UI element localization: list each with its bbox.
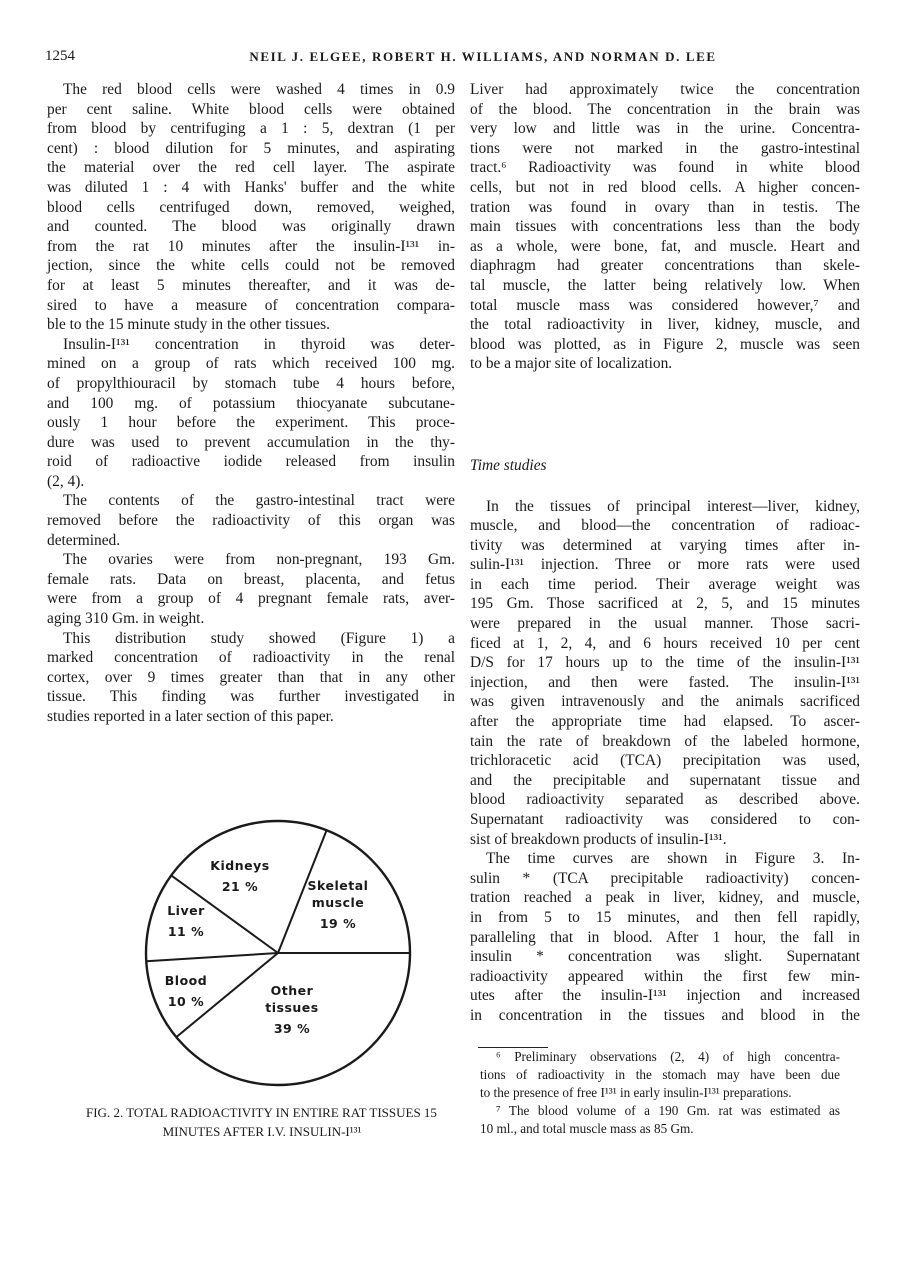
text-line: (2, 4). bbox=[47, 472, 85, 490]
text-line: ously 1 hour before the experiment. This proce- bbox=[47, 414, 455, 432]
text-line: in concentration in the tissues and blood in the bbox=[470, 1006, 860, 1024]
text-line: tration was found in ovary than in testis. The bbox=[470, 198, 860, 216]
text-line: The ovaries were from non-pregnant, 193 Gm. bbox=[63, 551, 455, 569]
text-line: marked concentration of radioactivity in the renal bbox=[47, 649, 455, 667]
text-line: after the appropriate time had elapsed. To ascer- bbox=[470, 713, 860, 731]
text-line: ble to the 15 minute study in the other tissues. bbox=[47, 316, 330, 334]
text-line: cortex, over 9 times greater than that in any other bbox=[47, 668, 455, 686]
text-line: 10 ml., and total muscle mass as 85 Gm. bbox=[480, 1121, 694, 1136]
pie-slice-label bbox=[242, 982, 342, 1037]
text-line: ⁶ Preliminary observations (2, 4) of high concentra- bbox=[496, 1049, 840, 1064]
text-line: This distribution study showed (Figure 1) a bbox=[63, 629, 455, 647]
text-line: Liver had approximately twice the concentration bbox=[470, 81, 860, 98]
text-line: The contents of the gastro-intestinal tract were bbox=[63, 492, 455, 510]
figure-caption bbox=[86, 1103, 438, 1141]
pie-value-label: 21 % bbox=[221, 879, 259, 894]
caption-line-1: FIG. 2. TOTAL RADIOACTIVITY IN ENTIRE RAT TISSUES 15 bbox=[86, 1105, 437, 1120]
pie-label-text: muscle bbox=[311, 895, 365, 910]
text-line: radioactivity appeared within the first few min- bbox=[470, 967, 860, 985]
pie-label-text: Blood bbox=[164, 973, 208, 988]
text-line: were from a group of 4 pregnant female rats, aver- bbox=[47, 590, 455, 608]
text-line: the total radioactivity in liver, kidney, muscle, and bbox=[470, 316, 860, 334]
text-line: insulin * concentration was slight. Supernatant bbox=[470, 948, 860, 966]
text-line: and 100 mg. of potassium thiocyanate subcutane- bbox=[47, 394, 455, 412]
text-line: as a whole, were bone, fat, and muscle. Heart and bbox=[470, 237, 860, 255]
text-line: blood radioactivity separated as described above. bbox=[470, 791, 860, 809]
page-number: 1254 bbox=[45, 48, 75, 64]
pie-label-text: Kidneys bbox=[210, 858, 270, 873]
text-line: in each time period. Their average weight was bbox=[470, 575, 860, 593]
text-line: The red blood cells were washed 4 times in 0.9 bbox=[63, 81, 455, 98]
text-line: utes after the insulin-I¹³¹ injection and increased bbox=[470, 987, 860, 1005]
text-line: in from 5 to 15 minutes, and then fell rapidly, bbox=[470, 908, 860, 926]
pie-slice-label bbox=[136, 902, 236, 940]
text-line: was given intravenously and the animals sacrificed bbox=[470, 693, 860, 711]
text-line: 195 Gm. Those sacrificed at 2, 5, and 15 minutes bbox=[470, 595, 860, 613]
text-line: trichloracetic acid (TCA) precipitation was used, bbox=[470, 752, 860, 770]
text-line: sist of breakdown products of insulin-I¹³¹. bbox=[470, 830, 727, 848]
text-line: and the precipitable and supernatant tissue and bbox=[470, 771, 860, 789]
text-line: diaphragm had greater concentrations than skele- bbox=[470, 257, 860, 275]
text-line: mined on a group of rats which received 100 mg. bbox=[47, 355, 455, 373]
text-line: tration reached a peak in liver, kidney, and muscle, bbox=[470, 889, 860, 907]
pie-slice-label bbox=[288, 877, 388, 932]
text-line: tivity was determined at varying times after in- bbox=[470, 536, 860, 554]
text-line: cells, but not in red blood cells. A higher concen- bbox=[470, 178, 860, 196]
text-line: sulin-I¹³¹ injection. Three or more rats were used bbox=[470, 556, 860, 574]
text-line: blood cells centrifuged down, removed, weighed, bbox=[47, 198, 455, 216]
text-line: of the blood. The concentration in the brain was bbox=[470, 100, 860, 118]
pie-label-text: Liver bbox=[167, 903, 205, 918]
text-line: Supernatant radioactivity was considered to con- bbox=[470, 811, 860, 828]
text-line: aging 310 Gm. in weight. bbox=[47, 610, 205, 628]
text-line: to the presence of free I¹³¹ in early insulin-I¹³¹ preparations. bbox=[480, 1085, 792, 1100]
pie-value-label: 10 % bbox=[167, 994, 205, 1009]
text-line: of propylthiouracil by stomach tube 4 hours before, bbox=[47, 374, 455, 392]
text-line: very low and little was in the urine. Concentra- bbox=[470, 120, 860, 138]
text-line: from the rat 10 minutes after the insulin-I¹³¹ in- bbox=[47, 237, 455, 255]
text-line: the material over the red cell layer. The aspirate bbox=[47, 159, 455, 177]
caption-line-2: MINUTES AFTER I.V. INSULIN-I¹³¹ bbox=[162, 1124, 362, 1139]
text-line: Insulin-I¹³¹ concentration in thyroid was deter- bbox=[63, 335, 455, 353]
text-line: ⁷ The blood volume of a 190 Gm. rat was estimated as bbox=[496, 1103, 840, 1118]
text-line: tract.⁶ Radioactivity was found in white blood bbox=[470, 159, 860, 177]
text-line: blood was plotted, as in Figure 2, muscle was seen bbox=[470, 335, 860, 353]
text-line: removed before the radioactivity of this organ was bbox=[47, 512, 455, 530]
running-header-authors: NEIL J. ELGEE, ROBERT H. WILLIAMS, AND NORMAN D. LEE bbox=[249, 49, 717, 64]
pie-label-text: Other bbox=[270, 983, 314, 998]
text-line: The time curves are shown in Figure 3. In- bbox=[486, 850, 860, 868]
text-line: was diluted 1 : 4 with Hanks' buffer and the white bbox=[47, 178, 455, 196]
text-line: sulin * (TCA precipitable radioactivity) concen- bbox=[470, 869, 860, 887]
text-line: injection, and then were fasted. The insulin-I¹³¹ bbox=[470, 673, 860, 691]
text-line: ficed at 1, 2, 4, and 6 hours received 10 per cent bbox=[470, 634, 860, 652]
pie-value-label: 19 % bbox=[319, 916, 357, 931]
text-line: paralleling that in blood. After 1 hour, the fall in bbox=[470, 928, 860, 946]
text-line: cent) : blood dilution for 5 minutes, and aspirating bbox=[47, 139, 455, 157]
text-line: per cent saline. White blood cells were obtained bbox=[47, 100, 455, 118]
text-line: tions of radioactivity in the stomach may have been due bbox=[480, 1067, 840, 1082]
text-line: tain the rate of breakdown of the labeled hormone, bbox=[470, 732, 860, 750]
text-line: were prepared in the usual manner. Those sacri- bbox=[470, 615, 860, 633]
text-line: tions were not marked in the gastro-intestinal bbox=[470, 139, 860, 157]
text-line: main tissues with concentrations less than the body bbox=[470, 218, 860, 236]
pie-value-label: 39 % bbox=[273, 1021, 311, 1036]
text-line: studies reported in a later section of this paper. bbox=[47, 708, 334, 725]
text-line: jection, since the white cells could not be removed bbox=[47, 257, 455, 275]
pie-slice-label bbox=[136, 972, 236, 1010]
text-line: roid of radioactive iodide released from insulin bbox=[47, 453, 455, 471]
text-line: determined. bbox=[47, 531, 121, 549]
text-line: muscle, and blood—the concentration of radioac- bbox=[470, 517, 860, 535]
text-line: tissue. This finding was further investigated in bbox=[47, 688, 455, 706]
text-line: from blood by centrifuging a 1 : 5, dextran (1 per bbox=[47, 120, 455, 138]
text-line: and counted. The blood was originally drawn bbox=[47, 218, 455, 236]
pie-label-text: Skeletal bbox=[307, 878, 369, 893]
text-line: total muscle mass was considered however,⁷ and bbox=[470, 296, 860, 314]
text-line: for at least 5 minutes thereafter, and it was de- bbox=[47, 276, 455, 294]
pie-label-text: tissues bbox=[265, 1000, 319, 1015]
text-line: to be a major site of localization. bbox=[470, 355, 673, 373]
text-line: sired to have a measure of concentration compara- bbox=[47, 296, 455, 314]
text-line: female rats. Data on breast, placenta, and fetus bbox=[47, 570, 455, 588]
text-line: In the tissues of principal interest—liver, kidney, bbox=[486, 497, 860, 515]
pie-value-label: 11 % bbox=[167, 924, 205, 939]
text-line: tal muscle, the latter being relatively low. When bbox=[470, 276, 860, 294]
pie-slice-label bbox=[190, 857, 290, 895]
text-line: dure was used to prevent accumulation in the thy- bbox=[47, 433, 455, 451]
text-line: D/S for 17 hours up to the time of the insulin-I¹³¹ bbox=[470, 654, 860, 672]
pie-slice-boundary bbox=[146, 953, 278, 961]
section-heading: Time studies bbox=[470, 456, 547, 474]
